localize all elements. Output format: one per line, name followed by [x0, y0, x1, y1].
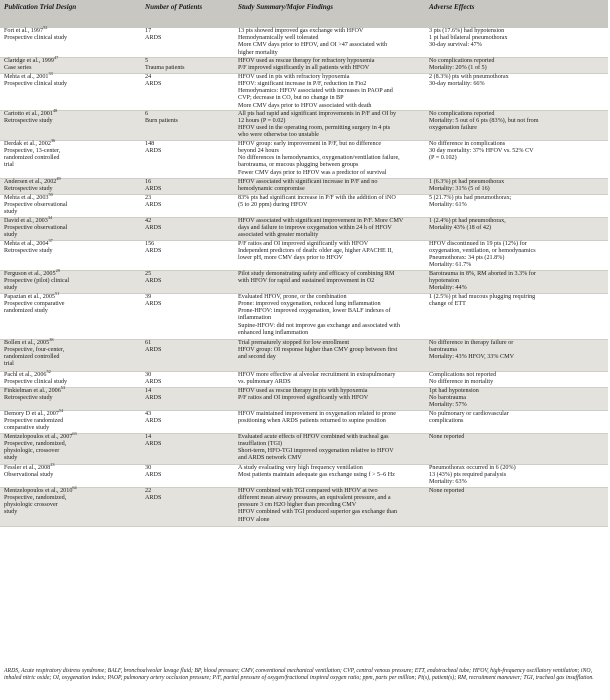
cell-line: No difference in mortality — [429, 379, 494, 386]
cell-line: 12 hours (P = 0.02) — [238, 118, 286, 125]
patients-cell — [141, 28, 234, 57]
cell-line: barotrauma, or mucous plugging between groups — [238, 162, 359, 169]
cell-line: Supine-HFOV: did not improve gas exchange and associated with — [238, 322, 400, 329]
cell-line: ARDS — [145, 35, 162, 42]
cell-line: Mehta et al., 2001$^{33}$ — [4, 70, 53, 80]
cell-line: Papazian et al., 2005$^{51}$ — [4, 290, 60, 300]
cell-line: 30 — [145, 464, 152, 471]
cell-line: 2 (8.3%) pts with pneumothorax — [429, 73, 509, 80]
cell-line: ARDS — [145, 81, 162, 88]
cell-line: Case series — [4, 65, 32, 72]
table-footnote: ARDS, Acute respiratory distress syndrome; BALF, bronchoalveolar lavage fluid; BP, blood pressure; CMV, conventional mechanical ventilation; CVP, central venous pressure; ETT, endotracheal tube; HFOV, high-frequency oscillatory ventilation; iNO, inhaled nitric oxide; OI, oxygenation index; PAOP, pulmonary artery occlusion pressure; P/F, partial pressure of oxygen/fractional inspired oxygen ratio; ppm, parts per million; Pt(s), patient(s); RM, recruitment maneuver; TGI, tracheal gas insufflation. — [4, 668, 594, 682]
cell-line: ARDS — [145, 495, 162, 502]
design-cell — [0, 484, 141, 526]
cell-line: Trauma patients — [145, 65, 185, 72]
cell-line: 14 — [145, 387, 152, 394]
cell-line: Trial prematurely stopped for low enrollment — [238, 339, 350, 346]
summary-cell — [234, 73, 425, 110]
cell-line: Retrospective study — [4, 186, 53, 193]
cell-line: ARDS — [145, 186, 162, 193]
cell-line: Mortality: 20% (1 of 5) — [429, 65, 487, 72]
cell-line: HFOV used as rescue therapy for refractory hypoxemia — [238, 57, 375, 64]
adverse-cell — [425, 464, 608, 487]
cell-line: Mortality: 61.7% — [429, 262, 472, 269]
header-publication-trial-design: Publication Trial Design — [0, 0, 141, 28]
patients-cell — [141, 270, 234, 293]
table-header-row — [0, 0, 608, 28]
cell-line: HFOV discontinued in 19 pts (12%) for — [429, 240, 527, 247]
table-row — [0, 464, 608, 487]
design-cell — [0, 25, 141, 57]
cell-line: 156 — [145, 240, 155, 247]
cell-line: Prospective clinical study — [4, 35, 68, 42]
cell-line: No complications reported — [429, 110, 495, 117]
cell-line: Prospective clinical study — [4, 379, 68, 386]
cell-line: and second day — [238, 354, 276, 361]
cell-line: study — [4, 509, 18, 516]
cell-line: ARDS — [145, 225, 162, 232]
cell-line: study — [4, 285, 18, 292]
cell-line: hypotension — [429, 278, 460, 285]
cell-line: oxygenation, ventilation, or hemodynamics — [429, 248, 536, 255]
cell-line: HFOV more effective at alveolar recruitment in extrapulmonary — [238, 371, 396, 378]
cell-line: Fewer CMV days prior to HFOV was a predictor of survival — [238, 169, 387, 176]
cell-line: Prone: improved oxygenation, reduced lung inflammation — [238, 301, 381, 308]
cell-line: 3 pts (17.6%) had hypotension — [429, 28, 505, 34]
cell-line: HFOV used as rescue therapy in pts with hypoxemia — [238, 387, 368, 394]
cell-line: Pachl et al., 2006$^{52}$ — [4, 368, 51, 378]
cell-line: ARDS — [145, 347, 162, 354]
cell-line: randomized study — [4, 308, 48, 315]
design-cell — [0, 175, 141, 194]
cell-line: Mortality: 31% (5 of 16) — [429, 186, 490, 193]
cell-line: HFOV used in the operating room, permitting surgery in 4 pts — [238, 125, 391, 132]
cell-line: 1 (6.3%) pt had pneumothorax — [429, 178, 505, 185]
cell-line: 5 — [145, 57, 149, 64]
table-row — [0, 140, 608, 178]
cell-line: Observational study — [4, 472, 54, 479]
cell-line: Ferguson et al., 2005$^{29}$ — [4, 267, 60, 277]
adverse-cell — [425, 410, 608, 433]
cell-line: HFOV group: OI response higher than CMV group between first — [238, 347, 398, 354]
summary-cell — [234, 387, 425, 410]
cell-line: ARDS — [145, 248, 162, 255]
cell-line: Evaluated acute effects of HFOV combined with tracheal gas — [238, 433, 389, 440]
cell-line: Mentzelopoulos et al., 2007$^{63}$ — [4, 430, 77, 440]
cell-line: A study evaluating very high frequency ventilation — [238, 464, 363, 471]
design-cell — [0, 191, 141, 217]
cell-line: CVP; decrease in CO, but no change in BP — [238, 95, 344, 102]
adverse-cell — [425, 293, 608, 339]
cell-line: Prospective randomized — [4, 418, 64, 425]
cell-line: 148 — [145, 140, 155, 147]
cell-line: 1pt had hypotension — [429, 387, 479, 394]
cell-line: 30 — [145, 371, 152, 378]
design-cell — [0, 368, 141, 387]
cell-line: 30-day mortality: 66% — [429, 81, 485, 88]
table-row — [0, 433, 608, 464]
cell-line: ARDS — [145, 472, 162, 479]
design-cell — [0, 107, 141, 140]
cell-line: 13 (43%) pts required paralysis — [429, 472, 507, 479]
table-row — [0, 110, 608, 140]
cell-line: randomized controlled — [4, 155, 60, 162]
patients-cell — [141, 194, 234, 217]
cell-line: Prospective comparative — [4, 301, 65, 308]
cell-line: Fessler et al., 2008$^{23}$ — [4, 461, 55, 471]
cell-line: HFOV: significant increase in P/F, reduction in Fio2 — [238, 81, 367, 88]
adverse-cell — [425, 28, 608, 57]
summary-cell — [234, 240, 425, 270]
cell-line: Mortality: 5 out of 6 pts (83%), but not from — [429, 118, 539, 125]
design-cell — [0, 267, 141, 293]
cell-line: 1 pt had bilateral pneumothorax — [429, 35, 508, 42]
patients-cell — [141, 293, 234, 339]
cell-line: Prospective, 13-center, — [4, 148, 61, 155]
cell-line: ARDS — [145, 395, 162, 402]
table-row — [0, 293, 608, 339]
cell-line: More CMV days prior to HFOV, and OI >47 associated with — [238, 42, 388, 49]
cell-line: HFOV group: early improvement in P/F, but no difference — [238, 140, 382, 147]
design-cell — [0, 336, 141, 371]
cell-line: 1 (2.4%) pt had pneumothorax, — [429, 217, 506, 224]
cell-line: David et al., 2003$^{34}$ — [4, 214, 53, 224]
summary-cell — [234, 178, 425, 194]
summary-cell — [234, 433, 425, 464]
cell-line: associated with greater mortality — [238, 232, 319, 239]
design-cell — [0, 237, 141, 270]
design-cell — [0, 137, 141, 178]
header-study-summary: Study Summary/Major Findings — [234, 0, 425, 28]
adverse-cell — [425, 140, 608, 178]
cell-line: vs. pulmonary ARDS — [238, 379, 291, 386]
cell-line: Pneumothorax occurred in 6 (20%) — [429, 464, 516, 471]
cell-line: 42 — [145, 217, 152, 224]
table-row — [0, 28, 608, 57]
summary-cell — [234, 57, 425, 73]
header-adverse-effects: Adverse Effects — [425, 0, 608, 28]
cell-line: higher mortality — [238, 49, 278, 56]
cell-line: (P = 0.102) — [429, 155, 457, 162]
cell-line: complications — [429, 418, 464, 425]
cell-line: Prospective clinical study — [4, 81, 68, 88]
cell-line: None reported — [429, 433, 465, 440]
header-number-of-patients: Number of Patients — [141, 0, 234, 28]
cell-line: Prone-HFOV: improved oxygenation, lower BALF indexes of — [238, 308, 391, 315]
patients-cell — [141, 73, 234, 110]
cell-line: HFOV maintained improvement in oxygenation related to prone — [238, 410, 396, 417]
cell-line: No complications reported — [429, 57, 495, 64]
cell-line: Prospective, randomized, — [4, 495, 67, 502]
cell-line: (5 to 20 ppm) during HFOV — [238, 202, 308, 209]
cell-line: insufflation (TGI) — [238, 441, 283, 448]
summary-cell — [234, 293, 425, 339]
table-row — [0, 178, 608, 194]
patients-cell — [141, 387, 234, 410]
summary-cell — [234, 371, 425, 387]
cell-line: 13 pts showed improved gas exchange with HFOV — [238, 28, 364, 34]
cell-line: 5 (21.7%) pts had pneumothorax; — [429, 194, 512, 201]
cell-line: Retrospective study — [4, 248, 53, 255]
cell-line: oxygenation failure — [429, 125, 477, 132]
adverse-cell — [425, 178, 608, 194]
cell-line: Burn patients — [145, 118, 178, 125]
cell-line: 30-day survival: 47% — [429, 42, 482, 49]
table-row — [0, 240, 608, 270]
cell-line: Prospective observational — [4, 202, 68, 209]
cell-line: Retrospective study — [4, 118, 53, 125]
cell-line: trial — [4, 162, 14, 169]
summary-cell — [234, 217, 425, 240]
table-row — [0, 270, 608, 293]
cell-line: HFOV used in pts with refractory hypoxemia — [238, 73, 350, 80]
cell-line: Pneumothorax: 34 pts (21.8%) — [429, 255, 505, 262]
summary-cell — [234, 28, 425, 57]
cell-line: inflammation — [238, 315, 272, 322]
cell-line: study — [4, 232, 18, 239]
cell-line: HFOV combined with TGI produced superior gas exchange than — [238, 509, 398, 516]
cell-line: positioning when ARDS patients returned to supine position — [238, 418, 386, 425]
cell-line: 17 — [145, 28, 152, 34]
cell-line: 23 — [145, 194, 152, 201]
cell-line: comparative study — [4, 425, 50, 432]
patients-cell — [141, 57, 234, 73]
patients-cell — [141, 178, 234, 194]
cell-line: Andersen et al., 2002$^{49}$ — [4, 175, 61, 185]
cell-line: Mortality: 63% — [429, 479, 467, 486]
adverse-cell — [425, 73, 608, 110]
patients-cell — [141, 240, 234, 270]
cell-line: 14 — [145, 433, 152, 440]
adverse-cell — [425, 339, 608, 371]
table-body — [0, 25, 608, 526]
patients-cell — [141, 339, 234, 371]
cell-line: Independent predictors of death: older age, higher APACHE II, — [238, 248, 393, 255]
cell-line: randomized controlled — [4, 354, 60, 361]
cell-line: P/F improved significantly in all patients with HFOV — [238, 65, 370, 72]
cell-line: study — [4, 455, 18, 462]
adverse-cell — [425, 387, 608, 410]
cell-line: Mortality 43% (18 of 42) — [429, 225, 492, 232]
cell-line: Fort et al., 1997$^{52}$ — [4, 25, 48, 35]
adverse-cell — [425, 433, 608, 464]
cell-line: P/F ratios and OI improved significantly with HFOV — [238, 240, 369, 247]
adverse-cell — [425, 371, 608, 387]
table-row — [0, 487, 608, 526]
cell-line: 22 — [145, 487, 152, 494]
table-row — [0, 371, 608, 387]
cell-line: 24 — [145, 73, 152, 80]
cell-line: Bollen et al., 2005$^{38}$ — [4, 336, 54, 346]
cell-line: 83% pts had significant increase in P/F with the addition of iNO — [238, 194, 396, 201]
table-row — [0, 73, 608, 110]
cell-line: Prospective, four-center, — [4, 347, 65, 354]
summary-cell — [234, 110, 425, 140]
table-row — [0, 339, 608, 371]
adverse-cell — [425, 57, 608, 73]
cell-line: Claridge et al., 1999$^{47}$ — [4, 54, 59, 64]
design-cell — [0, 430, 141, 464]
cell-line: who were otherwise too unstable — [238, 132, 319, 139]
patients-cell — [141, 371, 234, 387]
cell-line: More CMV days prior to HFOV associated with death — [238, 102, 372, 109]
patients-cell — [141, 140, 234, 178]
cell-line: Finkielman et al., 2006$^{53}$ — [4, 384, 66, 394]
table-row — [0, 410, 608, 433]
cell-line: Complications not reported — [429, 371, 497, 378]
summary-cell — [234, 339, 425, 371]
cell-line: Hemodynamics: HFOV associated with increases in PAOP and — [238, 88, 393, 95]
cell-line: barotrauma — [429, 347, 457, 354]
cell-line: Prospective observational — [4, 225, 68, 232]
cell-line: beyond 24 hours — [238, 148, 279, 155]
patients-cell — [141, 217, 234, 240]
patients-cell — [141, 110, 234, 140]
cell-line: study — [4, 209, 18, 216]
summary-cell — [234, 464, 425, 487]
cell-line: trial — [4, 361, 14, 368]
design-cell — [0, 461, 141, 487]
cell-line: Barotrauma in 8%, RM aborted in 3.3% for — [429, 270, 536, 277]
design-cell — [0, 214, 141, 240]
cell-line: No pulmonary or cardiovascular — [429, 410, 509, 417]
cell-line: lower pH, more CMV days prior to HFOV — [238, 255, 343, 262]
cell-line: P/F ratios and OI improved significantly with HFOV — [238, 395, 369, 402]
cell-line: ARDS — [145, 418, 162, 425]
cell-line: Mortality: 57% — [429, 402, 467, 409]
patients-cell — [141, 433, 234, 464]
design-cell — [0, 70, 141, 110]
adverse-cell — [425, 270, 608, 293]
design-cell — [0, 54, 141, 73]
table-row — [0, 217, 608, 240]
cell-line: Evaluated HFOV, prone, or the combination — [238, 293, 347, 300]
cell-line: Hemodynamically well tolerated — [238, 35, 319, 42]
cell-line: ARDS — [145, 301, 162, 308]
cell-line: 16 — [145, 178, 152, 185]
cell-line: Mortality: 61% — [429, 202, 467, 209]
cell-line: 39 — [145, 293, 152, 300]
cell-line: Short-term, HFO-TGI improved oxygenation relative to HFOV — [238, 448, 394, 455]
cell-line: None reported — [429, 487, 465, 494]
cell-line: ARDS — [145, 278, 162, 285]
cell-line: with HFOV for rapid and sustained improvement in O2 — [238, 278, 375, 285]
cell-line: No difference in therapy failure or — [429, 339, 514, 346]
adverse-cell — [425, 240, 608, 270]
cell-line: 6 — [145, 110, 149, 117]
summary-cell — [234, 410, 425, 433]
cell-line: ARDS — [145, 202, 162, 209]
table-row — [0, 57, 608, 73]
cell-line: 1 (2.5%) pt had mucous plugging requiring — [429, 293, 536, 300]
cell-line: ARDS — [145, 379, 162, 386]
cell-line: physiologic, crossover — [4, 448, 60, 455]
cell-line: HFOV associated with significant increase in P/F and no — [238, 178, 378, 185]
summary-cell — [234, 487, 425, 526]
patients-cell — [141, 410, 234, 433]
cell-line: Mentzelopoulos et al., 2010$^{64}$ — [4, 484, 77, 494]
patients-cell — [141, 464, 234, 487]
cell-line: Mortality: 44% — [429, 285, 467, 292]
cell-line: ARDS — [145, 441, 162, 448]
cell-line: No barotrauma — [429, 395, 466, 402]
cell-line: HFOV combined with TGI compared with HFOV at two — [238, 487, 378, 494]
cell-line: enhanced lung inflammation — [238, 329, 309, 336]
cell-line: No differences in hemodynamics, oxygenation/ventilation failure, — [238, 155, 400, 162]
cell-line: Mehta et al., 2003$^{50}$ — [4, 191, 53, 201]
cell-line: All pts had rapid and significant improvements in P/F and OI by — [238, 110, 397, 117]
table-row — [0, 194, 608, 217]
cell-line: physiologic crossover — [4, 502, 58, 509]
cell-line: change of ETT — [429, 301, 466, 308]
summary-cell — [234, 140, 425, 178]
cell-line: 43 — [145, 410, 152, 417]
adverse-cell — [425, 217, 608, 240]
cell-line: Prospective (pilot) clinical — [4, 278, 70, 285]
cell-line: and ARDS network CMV — [238, 455, 302, 462]
cell-line: Demory D et al., 2007$^{54}$ — [4, 407, 64, 417]
patients-cell — [141, 487, 234, 526]
table-row — [0, 387, 608, 410]
cell-line: different mean airway pressures, an equivalent pressure, and a — [238, 495, 391, 502]
cell-line: days and failure to improve oxygenation within 24 h of HFOV — [238, 225, 392, 232]
cell-line: Prospective, randomized, — [4, 441, 67, 448]
cell-line: pressure 3 cm H2O higher than preceding CMV — [238, 502, 357, 509]
summary-cell — [234, 270, 425, 293]
cell-line: 61 — [145, 339, 152, 346]
design-cell — [0, 290, 141, 339]
cell-line: No difference in complications — [429, 140, 506, 147]
cell-line: Retrospective study — [4, 395, 53, 402]
cell-line: Derdak et al., 2002$^{36}$ — [4, 137, 56, 147]
cell-line: Mehta et al., 2004$^{37}$ — [4, 237, 53, 247]
cell-line: Pilot study demonstrating safety and efficacy of combining RM — [238, 270, 395, 277]
cell-line: ARDS — [145, 148, 162, 155]
cell-line: HFOV alone — [238, 516, 270, 523]
cell-line: Mortality: 43% HFOV, 33% CMV — [429, 354, 515, 361]
adverse-cell — [425, 194, 608, 217]
cell-line: HFOV associated with significant improvement in P/F. More CMV — [238, 217, 404, 224]
cell-line: hemodynamic compromise — [238, 186, 305, 193]
design-cell — [0, 384, 141, 410]
cell-line: Cartotto et al., 2001$^{48}$ — [4, 107, 58, 117]
cell-line: 30 day mortality: 37% HFOV vs. 52% CV — [429, 148, 534, 155]
cell-line: Most patients maintain adequate gas exchange using f > 5–6 Hz — [238, 472, 395, 479]
adverse-cell — [425, 110, 608, 140]
summary-cell — [234, 194, 425, 217]
adverse-cell — [425, 487, 608, 526]
cell-line: 25 — [145, 270, 152, 277]
design-cell — [0, 407, 141, 433]
